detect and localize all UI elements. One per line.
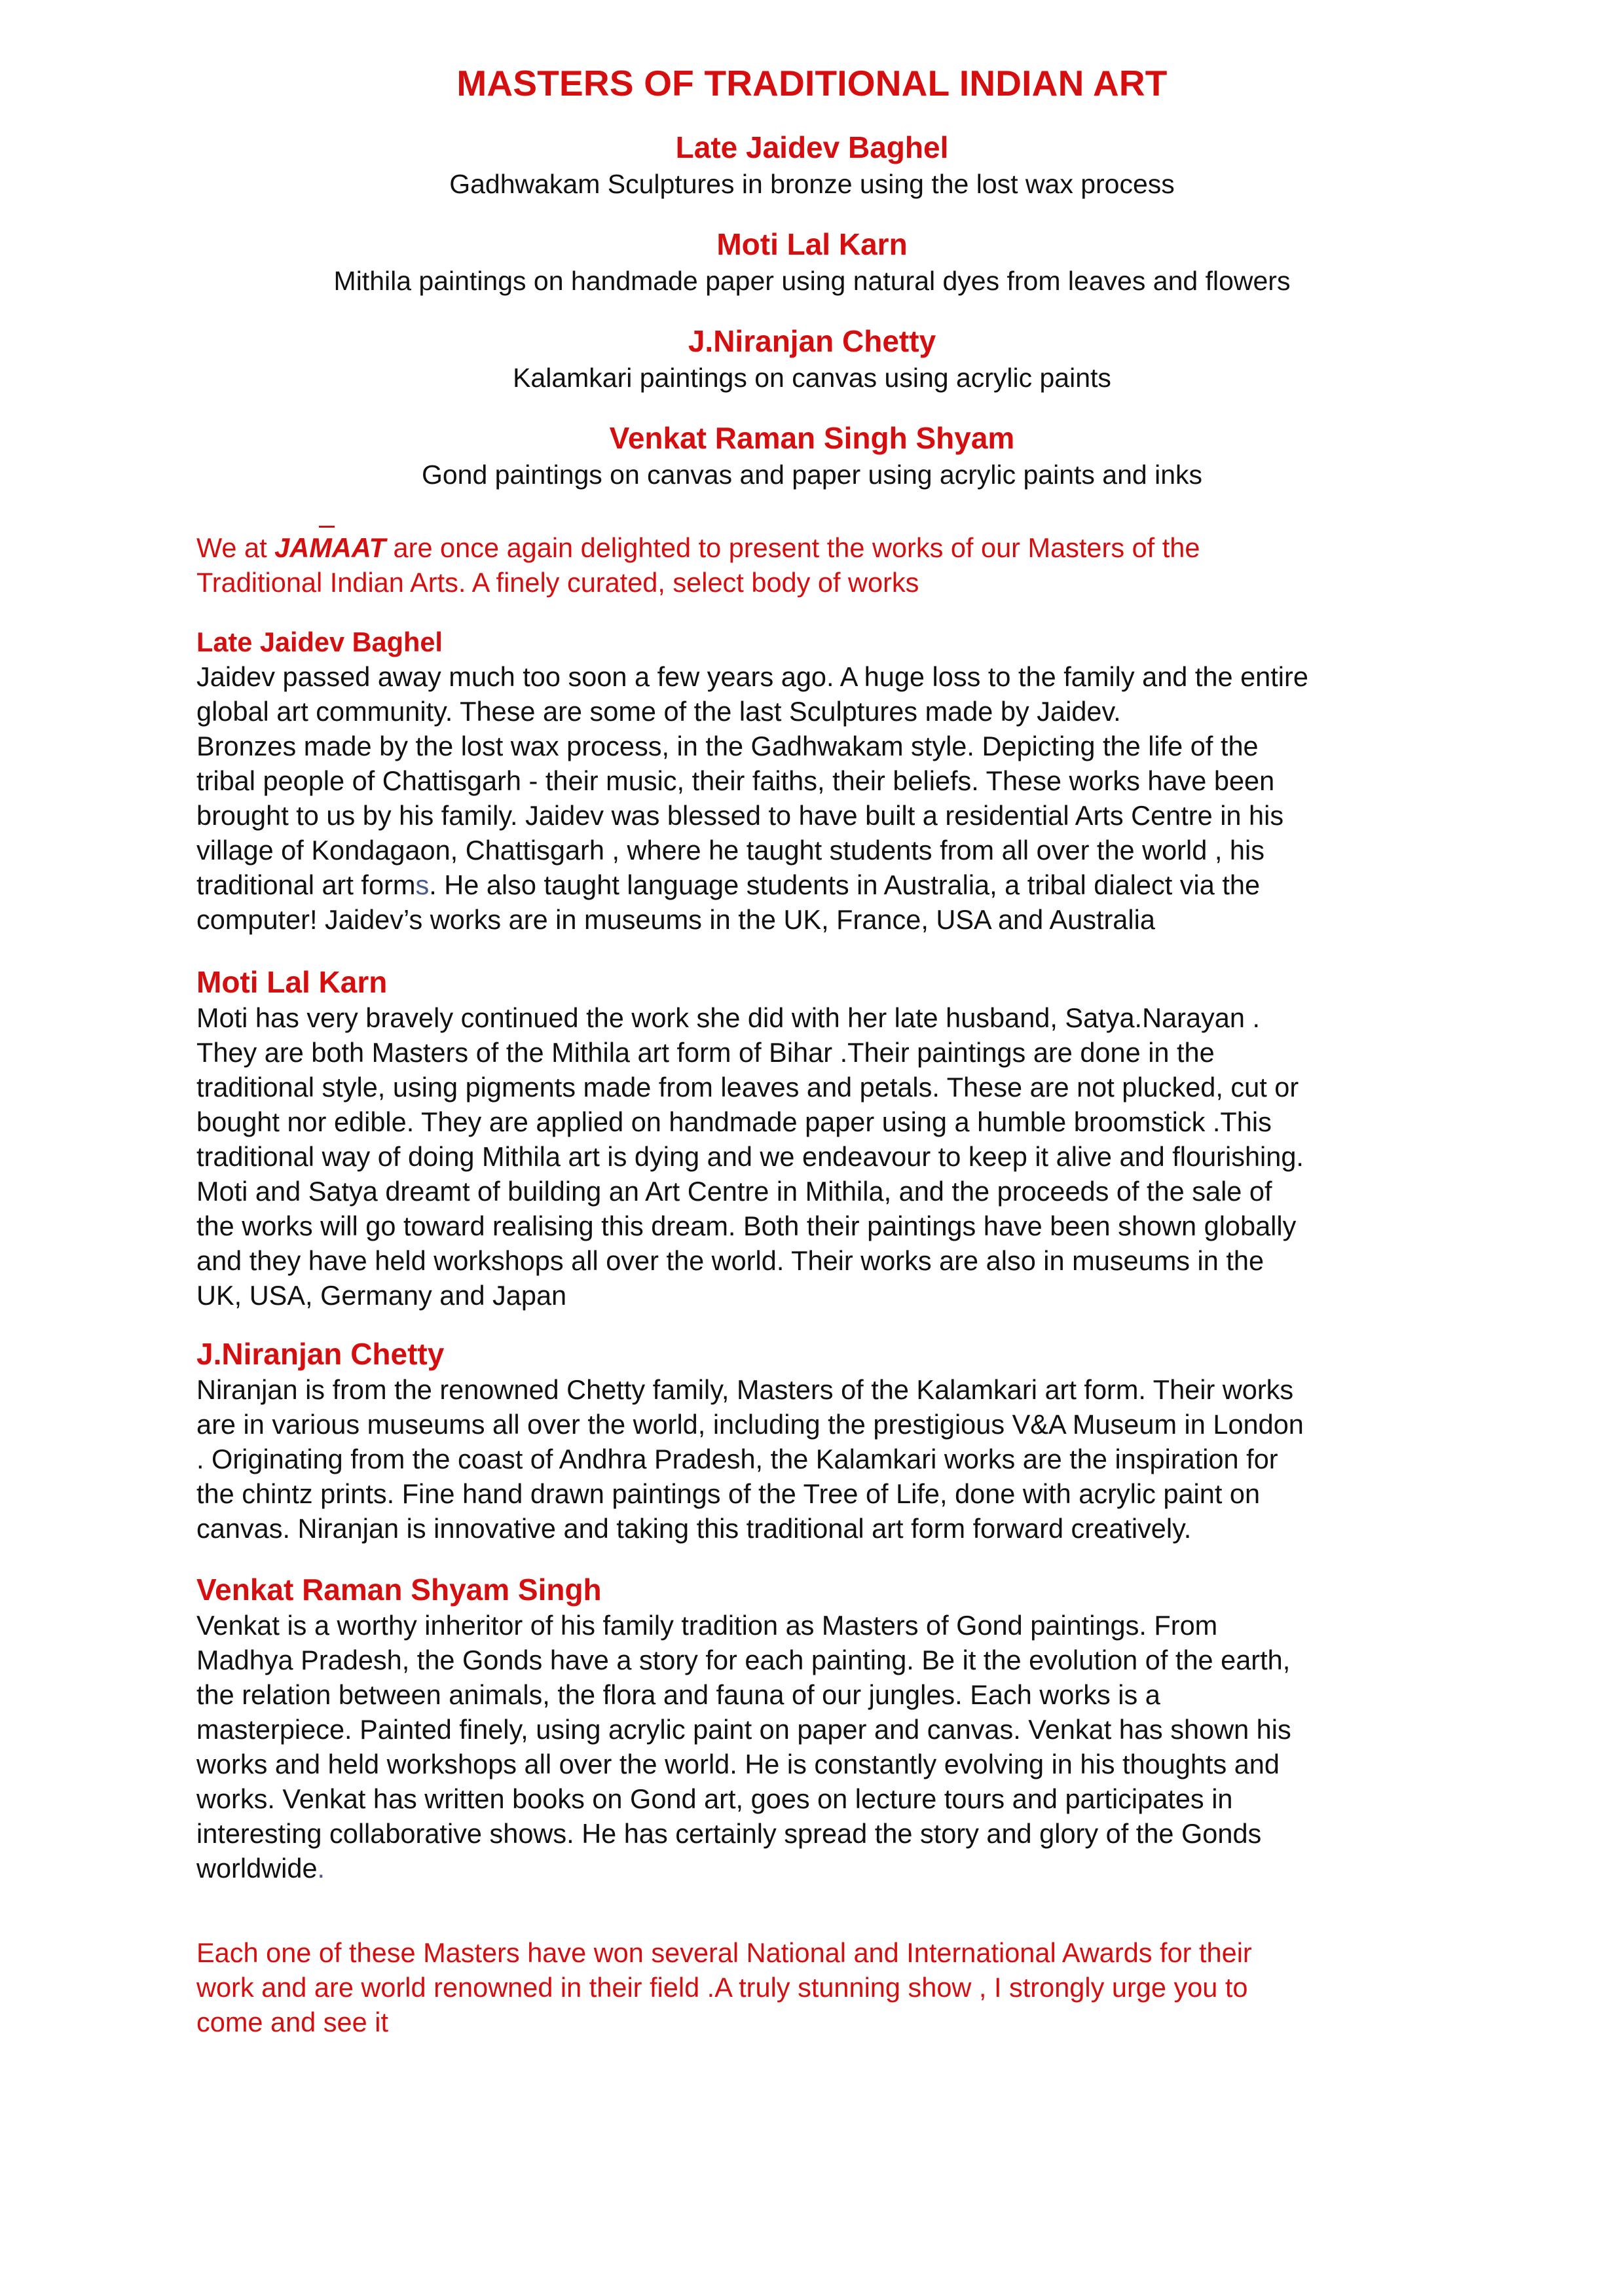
closing-paragraph (196, 1935, 1467, 2039)
section-line: Moti and Satya dreamt of building an Art Centre in Mithila, and the proceeds of the sale of (196, 1176, 1272, 1207)
macron-mark (319, 526, 335, 528)
section-line: the works will go toward realising this dream. Both their paintings have been shown globally (196, 1211, 1297, 1241)
artist-summary-moti (0, 225, 1624, 299)
section-heading: Moti Lal Karn (196, 965, 388, 999)
artist-summary-niranjan (0, 322, 1624, 395)
section-line: interesting collaborative shows. He has certainly spread the story and glory of the Gonds (196, 1818, 1262, 1849)
section-heading: Late Jaidev Baghel (196, 627, 443, 657)
section-line: brought to us by his family. Jaidev was blessed to have built a residential Arts Centre in his (196, 800, 1284, 831)
section-line: the relation between animals, the flora and fauna of our jungles. Each works is a (196, 1679, 1160, 1710)
artist-medium: Gadhwakam Sculptures in bronze using the lost wax process (449, 169, 1175, 199)
section-line: global art community. These are some of the last Sculptures made by Jaidev. (196, 696, 1121, 727)
section-line: masterpiece. Painted finely, using acrylic paint on paper and canvas. Venkat has shown his (196, 1714, 1291, 1745)
page-title: MASTERS OF TRADITIONAL INDIAN ART (456, 63, 1168, 103)
line-segment: worldwide (196, 1853, 318, 1884)
section-line: village of Kondagaon, Chattisgarh , where he taught students from all over the world , his (196, 835, 1264, 866)
intro-paragraph (196, 530, 1467, 600)
section-line: are in various museums all over the world, including the prestigious V&A Museum in London (196, 1409, 1304, 1440)
section-line: traditional style, using pigments made from leaves and petals. These are not plucked, cut or (196, 1072, 1299, 1102)
section-line: and they have held workshops all over the world. Their works are also in museums in the (196, 1245, 1264, 1276)
section-line: the chintz prints. Fine hand drawn paintings of the Tree of Life, done with acrylic paint on (196, 1478, 1261, 1509)
line-segment: . He also taught language students in Australia, a tribal dialect via the (429, 869, 1261, 900)
section-line: Moti has very bravely continued the work she did with her late husband, Satya.Narayan . (196, 1002, 1260, 1033)
artist-summary-jaidev (0, 128, 1624, 202)
section-venkat (196, 1571, 1467, 1886)
section-line: Bronzes made by the lost wax process, in the Gadhwakam style. Depicting the life of the (196, 731, 1259, 761)
section-heading: Venkat Raman Shyam Singh (196, 1573, 602, 1607)
section-line: Jaidev passed away much too soon a few years ago. A huge loss to the family and the entire (196, 661, 1308, 692)
closing-line: Each one of these Masters have won several National and International Awards for their (196, 1937, 1252, 1968)
artist-name: Late Jaidev Baghel (675, 130, 949, 164)
section-line: Niranjan is from the renowned Chetty family, Masters of the Kalamkari art form. Their works (196, 1374, 1294, 1405)
line-segment: s (415, 869, 430, 900)
section-line (196, 1851, 1467, 1886)
section-line: works and held workshops all over the world. He is constantly evolving in his thoughts and (196, 1749, 1280, 1779)
section-heading: J.Niranjan Chetty (196, 1337, 445, 1371)
section-line (196, 867, 1467, 902)
intro-prefix: We at (196, 532, 275, 563)
intro-line-2: Traditional Indian Arts. A finely curated, select body of works (196, 567, 919, 598)
section-line: Madhya Pradesh, the Gonds have a story for each painting. Be it the evolution of the earth, (196, 1645, 1291, 1675)
section-line: UK, USA, Germany and Japan (196, 1280, 567, 1311)
line-segment: . (317, 1853, 325, 1884)
line-segment: traditional art form (196, 869, 416, 900)
section-line: Venkat is a worthy inheritor of his family tradition as Masters of Gond paintings. From (196, 1610, 1218, 1641)
artist-medium: Gond paintings on canvas and paper using acrylic paints and inks (421, 460, 1203, 490)
section-line: bought nor edible. They are applied on handmade paper using a humble broomstick .This (196, 1106, 1272, 1137)
section-line: . Originating from the coast of Andhra Pradesh, the Kalamkari works are the inspiration for (196, 1444, 1278, 1474)
artist-medium: Mithila paintings on handmade paper using natural dyes from leaves and flowers (333, 266, 1291, 296)
section-line: They are both Masters of the Mithila art form of Bihar .Their paintings are done in the (196, 1037, 1215, 1068)
section-niranjan (196, 1336, 1467, 1546)
section-line: computer! Jaidev’s works are in museums in the UK, France, USA and Australia (196, 904, 1155, 935)
artist-name: J.Niranjan Chetty (688, 324, 936, 358)
intro-line-1 (196, 530, 1467, 565)
section-line: tribal people of Chattisgarh - their music, their faiths, their beliefs. These works have been (196, 765, 1275, 796)
artist-name: Venkat Raman Singh Shyam (609, 421, 1015, 455)
artist-summary-venkat (0, 419, 1624, 492)
artist-name: Moti Lal Karn (716, 227, 908, 261)
brand-text: JAMAAT (274, 532, 386, 563)
section-moti (196, 964, 1467, 1313)
section-jaidev (196, 625, 1467, 937)
brand-name (274, 532, 386, 563)
closing-line: work and are world renowned in their field .A truly stunning show , I strongly urge you to (196, 1972, 1248, 2003)
section-line: works. Venkat has written books on Gond art, goes on lecture tours and participates in (196, 1783, 1233, 1814)
section-line: canvas. Niranjan is innovative and taking this traditional art form forward creatively. (196, 1513, 1192, 1544)
artist-medium: Kalamkari paintings on canvas using acrylic paints (513, 363, 1111, 393)
section-line: traditional way of doing Mithila art is dying and we endeavour to keep it alive and flourishing. (196, 1141, 1304, 1172)
intro-line-1-rest: are once again delighted to present the works of our Masters of the (386, 532, 1200, 563)
closing-line: come and see it (196, 2007, 388, 2037)
